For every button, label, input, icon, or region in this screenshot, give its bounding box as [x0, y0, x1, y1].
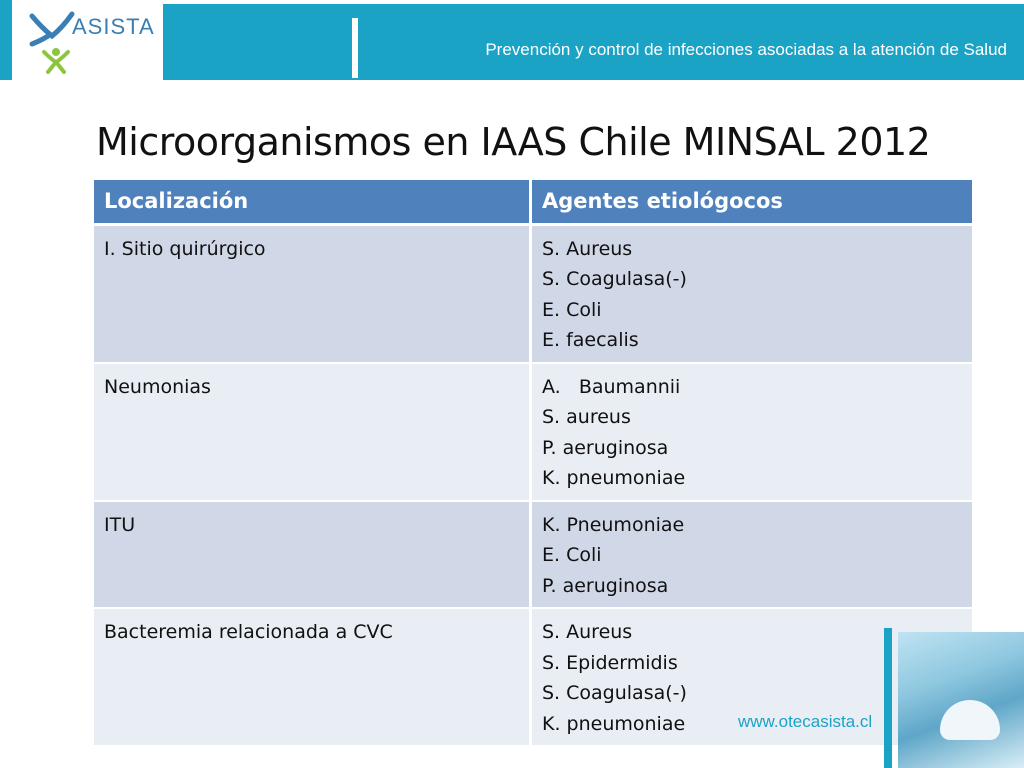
agent-item: S. Epidermidis [542, 651, 678, 674]
medical-photo [898, 632, 1024, 768]
agent-item: S. aureus [542, 406, 631, 428]
table-row [94, 226, 972, 364]
agent-item: S. Aureus [542, 237, 633, 260]
agent-item: E. Coli [542, 544, 602, 566]
header-subtitle: Prevención y control de infecciones asociadas a la atención de Salud [485, 40, 1007, 59]
footer-accent-bar [884, 628, 892, 768]
agents-cell [532, 502, 972, 610]
table-header-row [94, 180, 972, 226]
agent-item: E. faecalis [542, 329, 639, 351]
location-cell: Neumonias [94, 364, 532, 502]
header-left-bar [0, 0, 12, 80]
header-location: Localización [94, 180, 532, 226]
agent-item: K. Pneumoniae [542, 513, 685, 536]
location-cell: Bacteremia relacionada a CVC [94, 609, 532, 747]
agent-item: E. Coli [542, 298, 602, 321]
agent-item: S. Coagulasa(-) [542, 682, 687, 704]
microorganisms-table [94, 180, 972, 747]
agent-item: A. Baumannii [542, 375, 681, 398]
agent-item: P. aeruginosa [542, 574, 669, 597]
asista-logo-icon [26, 6, 78, 74]
header-divider [352, 18, 358, 78]
website-url: www.otecasista.cl [738, 712, 873, 731]
agent-item: K. pneumoniae [542, 712, 686, 735]
location-cell: I. Sitio quirúrgico [94, 226, 532, 364]
logo [12, 0, 162, 80]
location-cell: ITU [94, 502, 532, 610]
header-agents: Agentes etiológocos [532, 180, 972, 226]
slide-title: Microorganismos en IAAS Chile MINSAL 2012 [96, 120, 931, 164]
table-row [94, 364, 972, 502]
agents-cell [532, 364, 972, 502]
agent-item: P. aeruginosa [542, 436, 669, 459]
agent-item: S. Aureus [542, 621, 633, 643]
table-row [94, 502, 972, 610]
agent-item: S. Coagulasa(-) [542, 268, 687, 290]
logo-text: ASISTA [72, 14, 155, 39]
agents-cell [532, 226, 972, 364]
agent-item: K. pneumoniae [542, 467, 686, 489]
